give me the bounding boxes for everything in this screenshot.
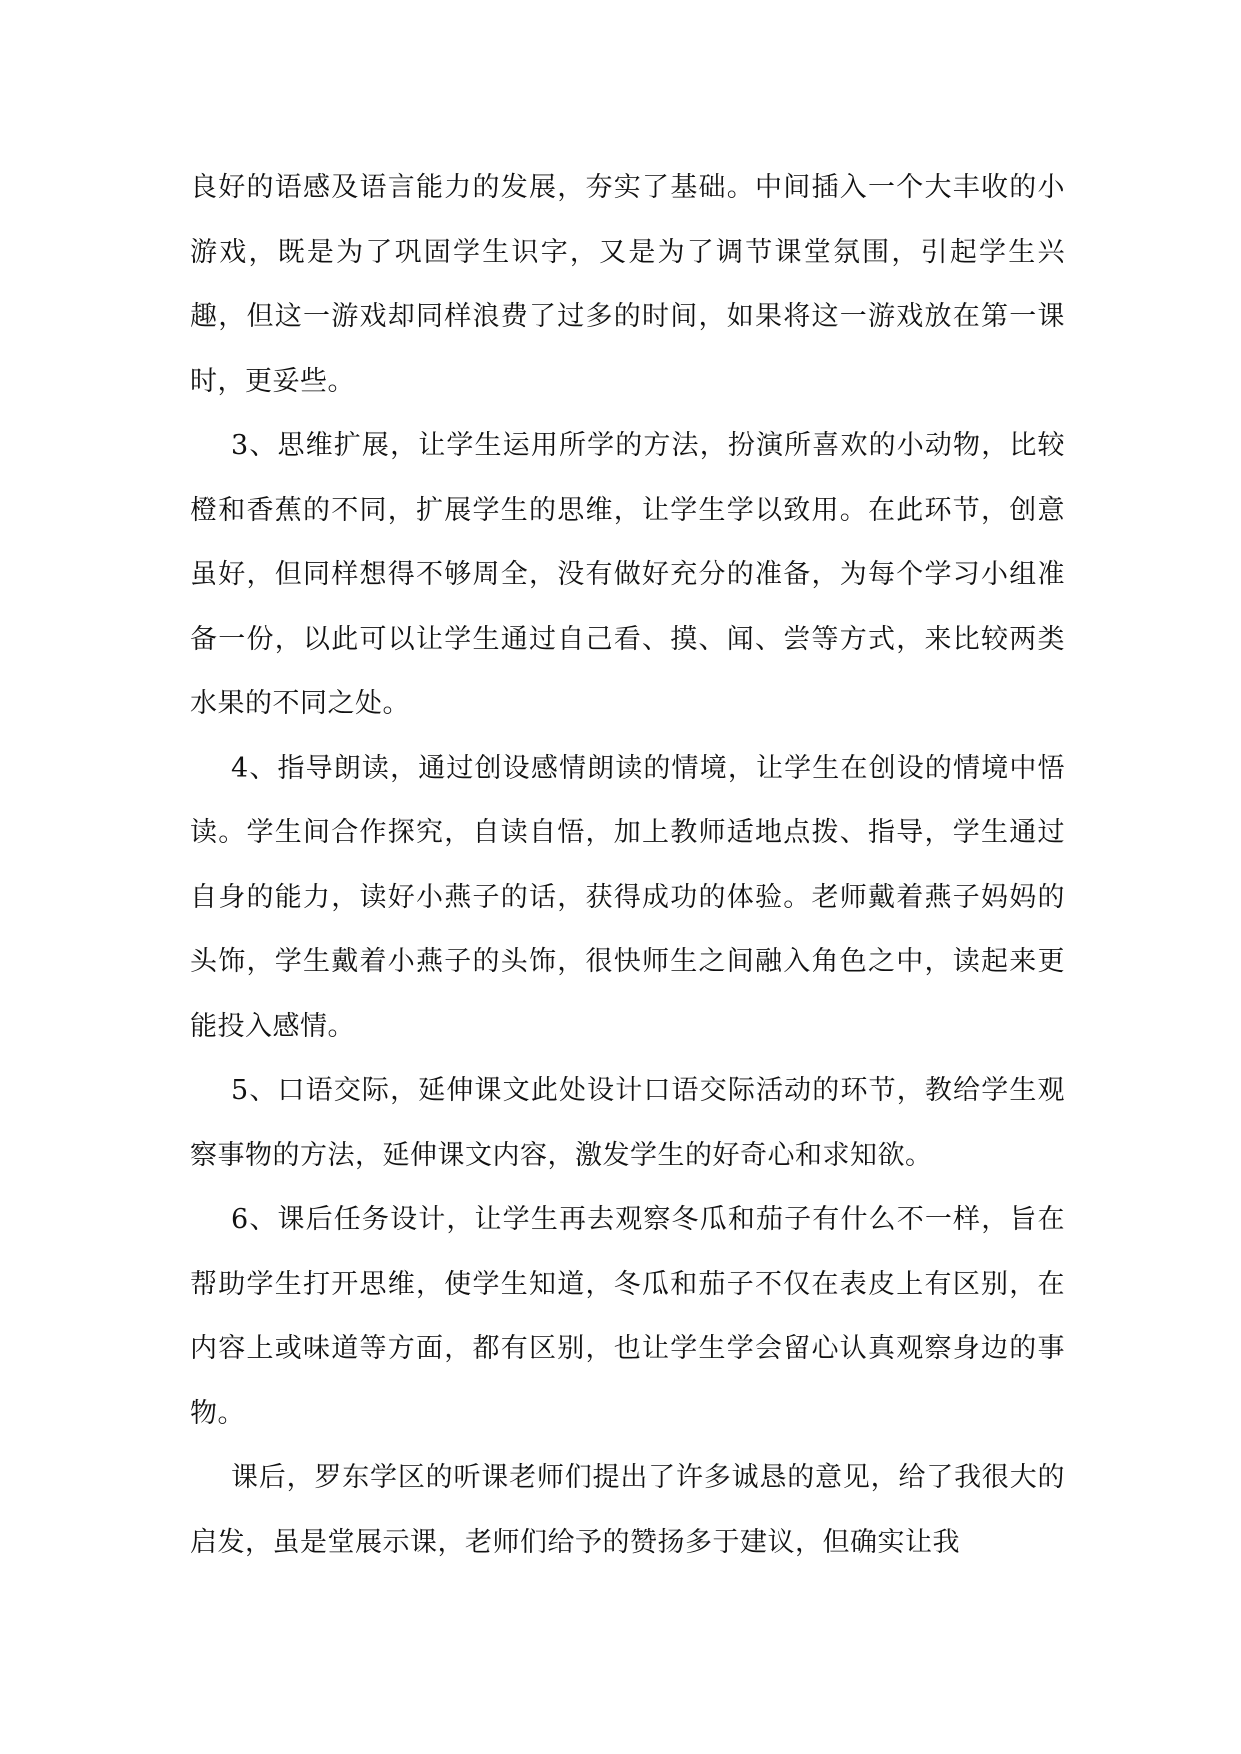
paragraph-item-4: 4、指导朗读，通过创设感情朗读的情境，让学生在创设的情境中悟读。学生间合作探究，自读自悟，加上教师适地点拨、指导，学生通过自身的能力，读好小燕子的话，获得成功的体验。老师戴着燕子妈妈的头饰，学生戴着小燕子的头饰，很快师生之间融入角色之中，读起来更能投入感情。 xyxy=(190,752,1065,1042)
paragraph-item-3: 3、思维扩展，让学生运用所学的方法，扮演所喜欢的小动物，比较橙和香蕉的不同，扩展学生的思维，让学生学以致用。在此环节，创意虽好，但同样想得不够周全，没有做好充分的准备，为每个学习小组准备一份，以此可以让学生通过自己看、摸、闻、尝等方式，来比较两类水果的不同之处。 xyxy=(190,430,1065,719)
paragraph-item-6: 6、课后任务设计，让学生再去观察冬瓜和茄子有什么不一样，旨在帮助学生打开思维，使学生知道，冬瓜和茄子不仅在表皮上有区别，在内容上或味道等方面，都有区别，也让学生学会留心认真观察身边的事物。 xyxy=(190,1204,1065,1429)
paragraph-item-5: 5、口语交际，延伸课文此处设计口语交际活动的环节，教给学生观察事物的方法，延伸课文内容，激发学生的好奇心和求知欲。 xyxy=(190,1075,1065,1171)
document-body xyxy=(190,156,1065,1575)
paragraph-after-class: 课后，罗东学区的听课老师们提出了许多诚恳的意见，给了我很大的启发，虽是堂展示课，老师们给予的赞扬多于建议，但确实让我 xyxy=(190,1462,1065,1558)
paragraph-continuation: 良好的语感及语言能力的发展，夯实了基础。中间插入一个大丰收的小游戏，既是为了巩固学生识字，又是为了调节课堂氛围，引起学生兴趣，但这一游戏却同样浪费了过多的时间，如果将这一游戏放在第一课时，更妥些。 xyxy=(190,172,1065,397)
